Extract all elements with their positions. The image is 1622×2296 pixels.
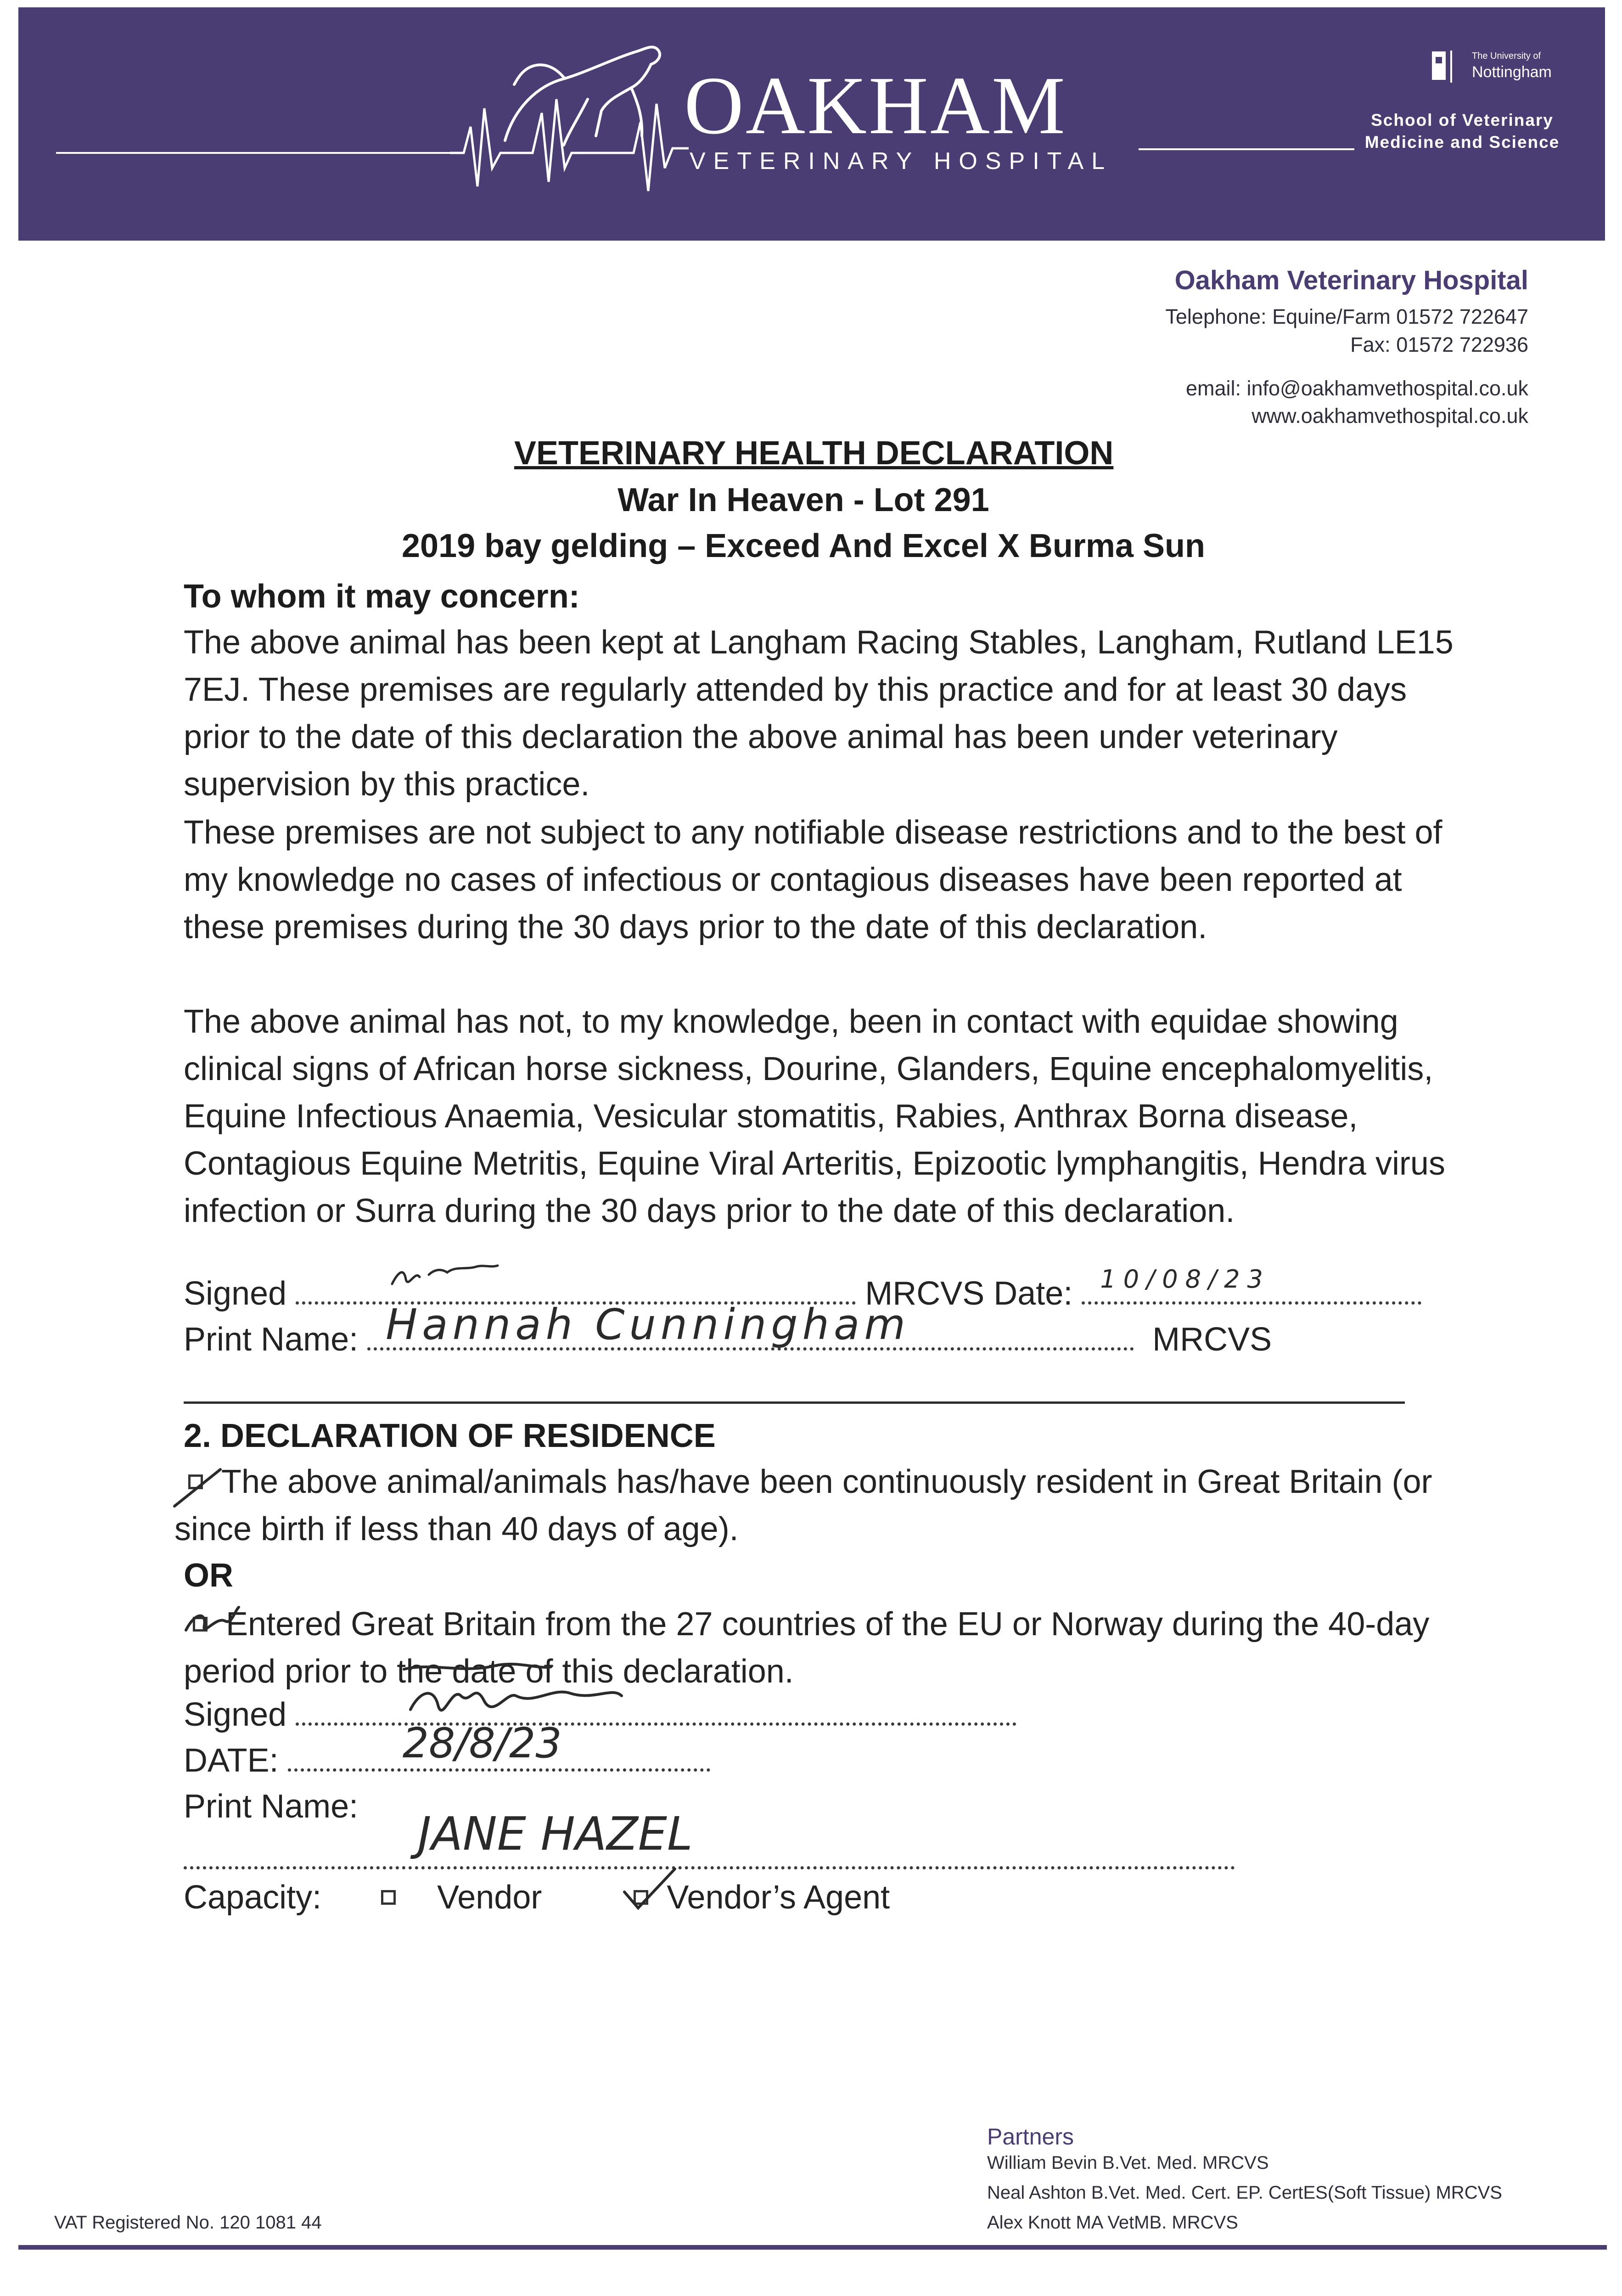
mrcvs-label: MRCVS (1152, 1321, 1272, 1358)
partner-2: Neal Ashton B.Vet. Med. Cert. EP. CertES(Soft Tissue) MRCVS (987, 2183, 1502, 2203)
residence-option-1 (174, 1458, 1460, 1553)
vet-print-name-value: Hannah Cunningham (386, 1300, 910, 1349)
contact-practice-name: Oakham Veterinary Hospital (1174, 265, 1528, 295)
school-name-line-2: Medicine and Science (1364, 133, 1560, 152)
partner-1: William Bevin B.Vet. Med. MRCVS (987, 2153, 1269, 2173)
vendor-signature-row (184, 1697, 1016, 1733)
vet-print-name-row (184, 1300, 1272, 1358)
declaration-paragraph-1: The above animal has been kept at Langham Racing Stables, Langham, Rutland LE15 7EJ. These premises are regularly attended by this practice and for at least 30 days prior to the date of this declaration the above animal has been under veterinary supervision by this practice. (184, 624, 1454, 803)
vendor-print-name-line (184, 1863, 1235, 1869)
partner-3: Alex Knott MA VetMB. MRCVS (987, 2212, 1238, 2233)
header-banner (18, 7, 1605, 241)
print-name-line (367, 1300, 1134, 1351)
residence-heading: 2. DECLARATION OF RESIDENCE (184, 1418, 716, 1454)
print-name-label: Print Name: (184, 1321, 359, 1358)
strike-prior-to-icon (399, 1655, 556, 1683)
tick-mark-agent-icon (620, 1864, 679, 1915)
capacity-vendor-checkbox[interactable] (381, 1890, 396, 1905)
document-title: VETERINARY HEALTH DECLARATION (514, 435, 1114, 472)
capacity-vendor-label: Vendor (437, 1879, 542, 1916)
partners-title: Partners (987, 2124, 1074, 2150)
university-crest-icon (1429, 50, 1466, 84)
tick-mark-option-1-icon (170, 1465, 225, 1511)
residence-option-2-text: Entered Great Britain from the 27 countries of the EU or Norway during the 40-day period prior to the date of this declaration. (184, 1606, 1430, 1690)
vendor-print-name-label: Print Name: (184, 1788, 359, 1825)
vendor-date-line (288, 1719, 710, 1772)
signed-label: Signed (184, 1275, 287, 1312)
contact-fax: Fax: 01572 722936 (1350, 333, 1528, 356)
contact-telephone: Telephone: Equine/Farm 01572 722647 (1165, 305, 1528, 328)
horse-name-lot: War In Heaven - Lot 291 (617, 482, 989, 518)
declaration-paragraph-3: The above animal has not, to my knowledge, been in contact with equidae showing clinical signs of African horse sickness, Dourine, Glanders, Equine encephalomyelitis, Equine Infectious Anaemia, Vesicular stomatitis, Rabies, Anthrax Borna disease, Contagious Equine Metritis, Equine Viral Arteritis, Epizootic lymphangitis, Hendra virus infection or Surra during the 30 days prior to the date of this declaration. (184, 1003, 1445, 1229)
vet-signature-mark (387, 1256, 534, 1298)
capacity-agent-label: Vendor’s Agent (667, 1879, 890, 1916)
capacity-label: Capacity: (184, 1879, 322, 1916)
vendor-date-value: 28/8/23 (402, 1719, 562, 1767)
or-label: OR (184, 1557, 233, 1594)
declaration-paragraph-2: These premises are not subject to any notifiable disease restrictions and to the best of my knowledge no cases of infectious or contagious diseases have been reported at these premises during the 30 days prior to the date of this declaration. (184, 814, 1442, 945)
banner-rule-left (56, 152, 455, 154)
brand-name: OAKHAM (684, 60, 1067, 151)
section-divider (184, 1401, 1405, 1404)
vet-date-value: 10/08/23 (1100, 1265, 1270, 1294)
contact-email: email: info@oakhamvethospital.co.uk (1185, 377, 1528, 400)
school-name-line-1: School of Veterinary (1371, 111, 1554, 129)
horse-logo-icon (450, 30, 689, 205)
banner-rule-right (1139, 148, 1354, 150)
vat-number: VAT Registered No. 120 1081 44 (54, 2212, 322, 2233)
university-small-text: The University of (1472, 51, 1541, 61)
horse-breeding: 2019 bay gelding – Exceed And Excel X Burma Sun (402, 528, 1205, 564)
residence-option-2 (184, 1601, 1469, 1695)
greeting: To whom it may concern: (184, 578, 580, 615)
mrcvs-date-label: MRCVS Date: (865, 1275, 1073, 1312)
date-line (1082, 1265, 1421, 1305)
scribble-option-2-icon (179, 1603, 243, 1644)
vendor-date-row (184, 1719, 710, 1779)
vendor-print-name-value: JANE HAZEL (418, 1807, 693, 1861)
university-name: Nottingham (1472, 63, 1552, 81)
capacity-row (184, 1880, 890, 1916)
vendor-date-label: DATE: (184, 1742, 279, 1779)
contact-website: www.oakhamvethospital.co.uk (1252, 404, 1528, 428)
footer-bar (18, 2245, 1607, 2250)
brand-subtitle: VETERINARY HOSPITAL (690, 148, 1113, 174)
residence-option-1-text: The above animal/animals has/have been continuously resident in Great Britain (or since birth if less than 40 days of age). (174, 1463, 1432, 1548)
vendor-signed-label: Signed (184, 1696, 287, 1733)
